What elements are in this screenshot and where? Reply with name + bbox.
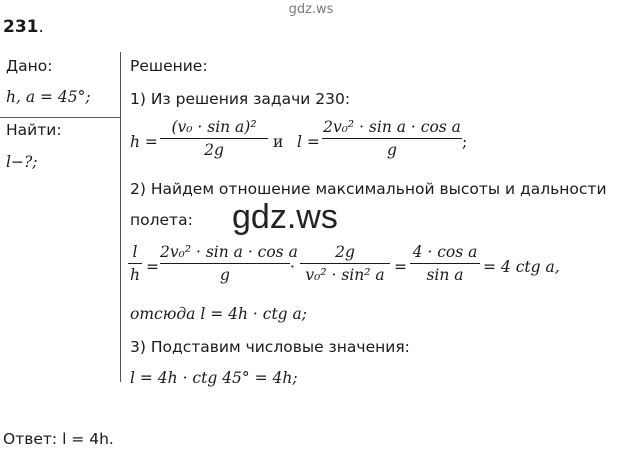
find-label: Найти: — [6, 121, 62, 139]
eq2-f1-denominator: h — [130, 266, 140, 284]
eq3: l = 4h · ctg 45° = 4h; — [130, 369, 298, 387]
eq2-equals-1: = — [146, 258, 159, 276]
step-3: 3) Подставим числовые значения: — [130, 338, 410, 356]
eq1-h-fraction — [160, 118, 268, 159]
eq1-and: и — [273, 133, 284, 151]
eq2-f2-numerator: 2v₀² · sin a · cos a — [160, 243, 298, 261]
eq2-fraction-4 — [410, 243, 480, 284]
eq1-l-lhs: l = — [297, 133, 320, 151]
eq2-tail: = 4 ctg a, — [483, 258, 560, 276]
given-values: h, a = 45°; — [6, 88, 91, 106]
eq2-fraction-2 — [160, 243, 298, 284]
eq2-f3-numerator: 2g — [335, 243, 355, 261]
eq2-f4-denominator: sin a — [426, 266, 464, 284]
solution-label: Решение: — [130, 57, 208, 75]
step-2-line-2: полета: — [130, 211, 193, 229]
eq2-f2-denominator: g — [220, 266, 230, 284]
given-label: Дано: — [6, 57, 53, 75]
step-1: 1) Из решения задачи 230: — [130, 90, 351, 108]
eq1-end: ; — [462, 133, 468, 151]
eq2-fraction-1 — [128, 243, 142, 284]
eq1-h-numerator: (v₀ · sin a)² — [171, 118, 257, 136]
eq2-f3-denominator: v₀² · sin² a — [305, 266, 385, 284]
eq2-f4-numerator: 4 · cos a — [412, 243, 478, 261]
answer: Ответ: l = 4h. — [3, 430, 114, 448]
eq2-equals-2: = — [394, 258, 407, 276]
eq1-h-denominator: 2g — [204, 141, 224, 159]
hence-line: отсюда l = 4h · ctg a; — [130, 305, 307, 323]
eq1-l-numerator: 2v₀² · sin a · cos a — [323, 118, 461, 136]
eq2-dot: · — [290, 258, 295, 276]
find-values: l−?; — [6, 153, 38, 171]
eq1-l-denominator: g — [387, 141, 397, 159]
watermark-center: gdz.ws — [232, 198, 338, 236]
step-2-line-1: 2) Найдем отношение максимальной высоты и дальности — [130, 180, 607, 198]
horizontal-divider — [0, 117, 121, 118]
eq1-l-fraction — [322, 118, 462, 159]
problem-number: 231. — [3, 17, 44, 37]
vertical-divider — [120, 52, 121, 382]
eq2-fraction-3 — [300, 243, 390, 284]
eq1-h-lhs: h = — [130, 133, 158, 151]
watermark-top: gdz.ws — [288, 2, 334, 17]
eq2-f1-numerator: l — [132, 243, 138, 261]
